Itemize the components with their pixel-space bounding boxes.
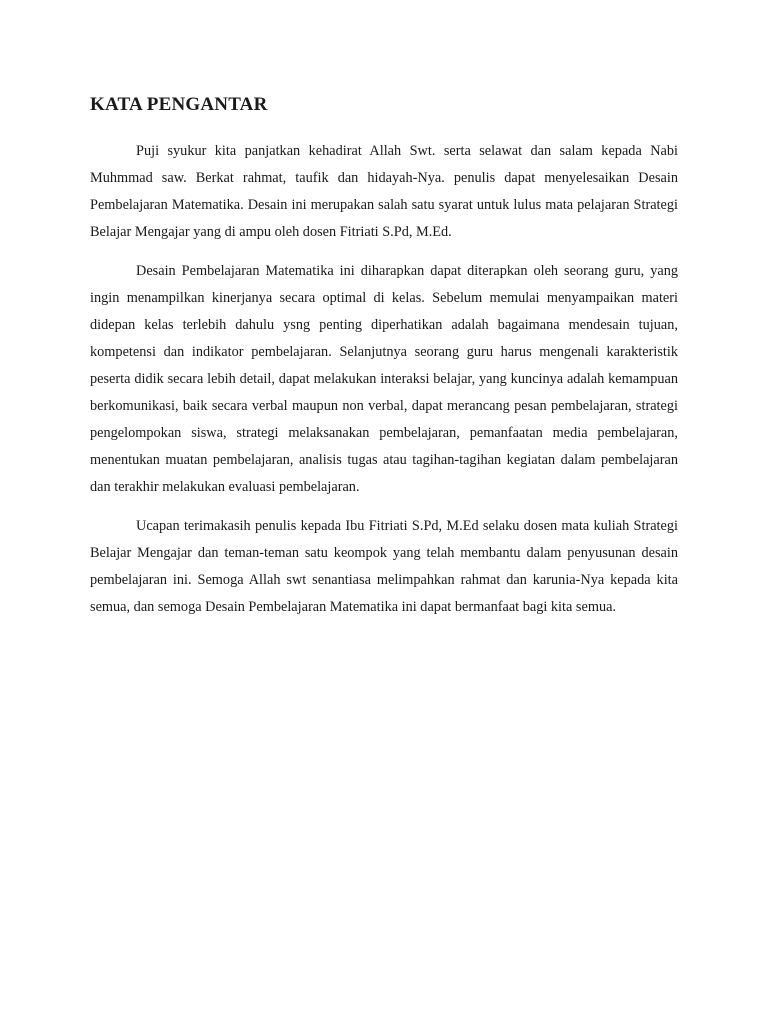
paragraph-1: Puji syukur kita panjatkan kehadirat Allah Swt. serta selawat dan salam kepada Nabi Muhmmad saw. Berkat rahmat, taufik dan hidayah-Nya. penulis dapat menyelesaikan Desain Pembelajaran Matematika. Desain ini merupakan salah satu syarat untuk lulus mata pelajaran Strategi Belajar Mengajar yang di ampu oleh dosen Fitriati S.Pd, M.Ed.: [90, 143, 678, 240]
paragraph-2: Desain Pembelajaran Matematika ini diharapkan dapat diterapkan oleh seorang guru, yang ingin menampilkan kinerjanya secara optimal di kelas. Sebelum memulai menyampaikan materi didepan kelas terlebih dahulu ysng penting diperhatikan adalah bagaimana mendesain tujuan, kompetensi dan indikator pembelajaran. Selanjutnya seorang guru harus mengenali karakteristik peserta didik secara lebih detail, dapat melakukan interaksi belajar, yang kuncinya adalah kemampuan berkomunikasi, baik secara verbal maupun non verbal, dapat merancang pesan pembelajaran, strategi pengelompokan siswa, strategi melaksanakan pembelajaran, pemanfaatan media pembelajaran, menentukan muatan pembelajaran, analisis tugas atau tagihan-tagihan kegiatan dalam pembelajaran dan terakhir melakukan evaluasi pembelajaran.: [90, 263, 678, 495]
paragraph-3: Ucapan terimakasih penulis kepada Ibu Fitriati S.Pd, M.Ed selaku dosen mata kuliah Strategi Belajar Mengajar dan teman-teman satu keompok yang telah membantu dalam penyusunan desain pembelajaran ini. Semoga Allah swt senantiasa melimpahkan rahmat dan karunia-Nya kepada kita semua, dan semoga Desain Pembelajaran Matematika ini dapat bermanfaat bagi kita semua.: [90, 518, 678, 615]
page-title: KATA PENGANTAR: [90, 94, 268, 115]
